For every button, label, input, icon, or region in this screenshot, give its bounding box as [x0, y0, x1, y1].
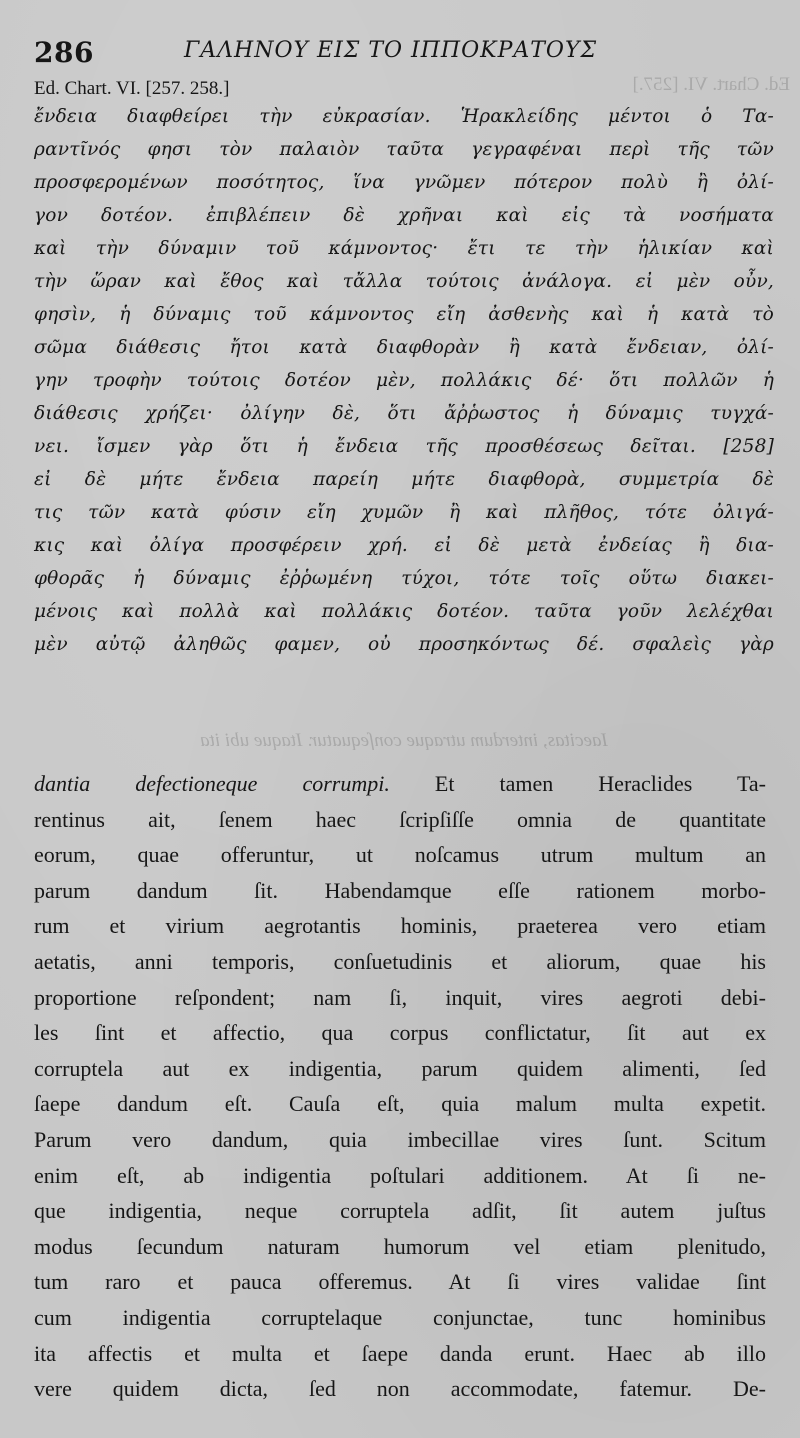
latin-line: eorum, quae offeruntur, ut noſcamus utrum multum an — [34, 842, 766, 868]
greek-line: νει. ἴσμεν γὰρ ὅτι ἡ ἔνδεια τῆς προσθέσεως δεῖται. [258] — [34, 436, 774, 457]
greek-line: σῶμα διάθεσις ἤτοι κατὰ διαφθορὰν ἢ κατὰ ἔνδειαν, ὀλί- — [34, 337, 774, 358]
latin-text-block — [34, 766, 766, 1407]
latin-line: aetatis, anni temporis, conſuetudinis et aliorum, quae his — [34, 948, 766, 974]
latin-line: tum raro et pauca offeremus. At ſi vires validae ſint — [34, 1269, 766, 1295]
greek-line: τις τῶν κατὰ φύσιν εἴη χυμῶν ἢ καὶ πλῆθος, τότε ὀλιγά- — [34, 502, 774, 523]
latin-line: les ſint et affectio, qua corpus conflictatur, ſit aut ex — [34, 1020, 766, 1046]
latin-line: corruptela aut ex indigentia, parum quidem alimenti, ſed — [34, 1055, 766, 1081]
latin-line: rum et virium aegrotantis hominis, praeterea vero etiam — [34, 913, 766, 939]
greek-line: διάθεσις χρήζει· ὀλίγην δὲ, ὅτι ἄῤῥωστος ἡ δύναμις τυγχά- — [34, 403, 774, 424]
latin-line: ſaepe dandum eſt. Cauſa eſt, quia malum multa expetit. — [34, 1091, 766, 1117]
latin-lemma-continuation: Et tamen Heraclides Ta- — [389, 771, 766, 796]
greek-line: ραντῖνός φησι τὸν παλαιὸν ταῦτα γεγραφέναι περὶ τῆς τῶν — [34, 139, 774, 160]
latin-line: cum indigentia corruptelaque conjunctae, tunc hominibus — [34, 1304, 766, 1330]
greek-line: γην τροφὴν τούτοις δοτέον μὲν, πολλάκις δέ· ὅτι πολλῶν ἡ — [34, 370, 774, 391]
greek-line: φθορᾶς ἡ δύναμις ἐῤῥωμένη τύχοι, τότε τοῖς οὕτω διακει- — [34, 568, 774, 589]
latin-line: enim eſt, ab indigentia poſtulari additionem. At ſi ne- — [34, 1162, 766, 1188]
greek-line: κις καὶ ὀλίγα προσφέρειν χρή. εἰ δὲ μετὰ ἐνδείας ἢ δια- — [34, 535, 774, 556]
page-number: 286 — [34, 36, 94, 69]
greek-line: μὲν αὐτῷ ἀληθῶς φαμεν, οὐ προσηκόντως δέ. σφαλεὶς γὰρ — [34, 634, 774, 655]
bleed-through-line: Iaecitas, interdum utraque conſequatur. Itaque ubi ita — [200, 730, 608, 751]
greek-line: ἔνδεια διαφθείρει τὴν εὐκρασίαν. Ἡρακλείδης μέντοι ὁ Τα- — [34, 106, 774, 127]
greek-line: καὶ τὴν δύναμιν τοῦ κάμνοντος· ἔτι τε τὴν ἡλικίαν καὶ — [34, 238, 774, 259]
latin-line-first — [34, 766, 766, 802]
greek-line: φησὶν, ἡ δύναμις τοῦ κάμνοντος εἴη ἀσθενὴς καὶ ἡ κατὰ τὸ — [34, 304, 774, 325]
page-header — [34, 32, 774, 72]
greek-line: μένοις καὶ πολλὰ καὶ πολλάκις δοτέον. ταῦτα γοῦν λελέχθαι — [34, 601, 774, 622]
running-title: ΓΑΛΗΝΟΥ ΕΙΣ ΤΟ ΙΠΠΟΚΡΑΤΟΥΣ — [184, 38, 598, 63]
edition-reference: Ed. Chart. VI. [257. 258.] — [34, 78, 230, 99]
latin-line: que indigentia, neque corruptela adſit, ſit autem juſtus — [34, 1198, 766, 1224]
latin-line: modus ſecundum naturam humorum vel etiam plenitudo, — [34, 1233, 766, 1259]
greek-line: τὴν ὥραν καὶ ἔθος καὶ τἄλλα τούτοις ἀνάλογα. εἰ μὲν οὖν, — [34, 271, 774, 292]
latin-lemma-italic: dantia defectioneque corrumpi. — [34, 771, 390, 796]
latin-line: parum dandum ſit. Habendamque eſſe rationem morbo- — [34, 877, 766, 903]
greek-text-block — [34, 100, 774, 661]
latin-line: vere quidem dicta, ſed non accommodate, fatemur. De- — [34, 1376, 766, 1402]
greek-line: γον δοτέον. ἐπιβλέπειν δὲ χρῆναι καὶ εἰς τὰ νοσήματα — [34, 205, 774, 226]
latin-line: proportione reſpondent; nam ſi, inquit, vires aegroti debi- — [34, 984, 766, 1010]
latin-line: ita affectis et multa et ſaepe danda erunt. Haec ab illo — [34, 1340, 766, 1366]
latin-line: rentinus ait, ſenem haec ſcripſiſſe omnia de quantitate — [34, 806, 766, 832]
bleed-through-reference: Ed. Chart. VI. [257.] — [632, 74, 790, 95]
greek-line: προσφερομένων ποσότητος, ἵνα γνῶμεν πότερον πολὺ ἢ ὀλί- — [34, 172, 774, 193]
greek-line: εἰ δὲ μήτε ἔνδεια παρείη μήτε διαφθορὰ, συμμετρία δὲ — [34, 469, 774, 490]
latin-line: Parum vero dandum, quia imbecillae vires ſunt. Scitum — [34, 1126, 766, 1152]
